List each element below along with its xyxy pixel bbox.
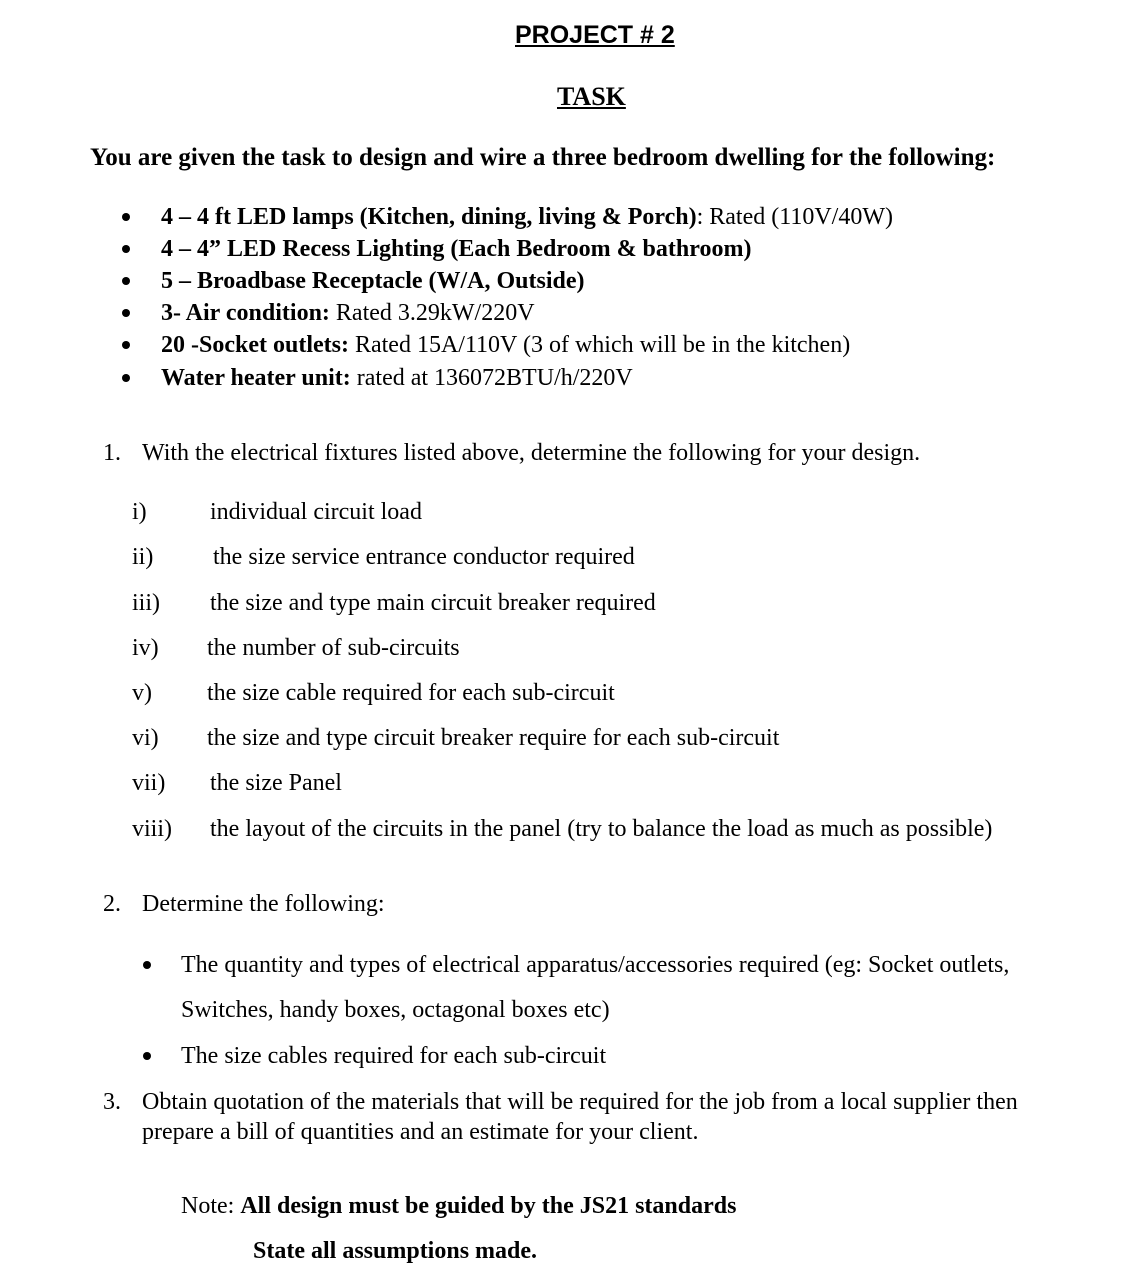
question-text: With the electrical fixtures listed above, determine the following for your design. (142, 440, 921, 466)
fixture-rating: : Rated (110V/40W) (696, 204, 893, 230)
fixture-rating: Rated 3.29kW/220V (329, 300, 535, 326)
bullet-text: The quantity and types of electrical apparatus/accessories required (eg: Socket outlets, (181, 952, 1010, 978)
bullet-icon (122, 245, 130, 253)
roman-numeral: vii) (132, 770, 166, 796)
roman-numeral: iii) (132, 590, 160, 616)
page-title: PROJECT # 2 (515, 21, 675, 49)
page-subtitle: TASK (557, 82, 626, 111)
subitem-text: the size cable required for each sub-circuit (207, 680, 615, 706)
bullet-icon (143, 1052, 151, 1060)
roman-numeral: viii) (132, 816, 172, 842)
note-text: All design must be guided by the JS21 standards (240, 1193, 737, 1219)
roman-numeral: v) (132, 680, 152, 706)
question-number: 2. (103, 891, 121, 917)
fixture-rating: Rated 15A/110V (3 of which will be in the kitchen) (348, 332, 851, 358)
fixture-name: 4 – 4 ft LED lamps (Kitchen, dining, living & Porch) (161, 204, 697, 230)
roman-numeral: iv) (132, 635, 159, 661)
fixture-name: 4 – 4” LED Recess Lighting (Each Bedroom & bathroom) (161, 236, 752, 262)
note-assumptions: State all assumptions made. (253, 1238, 538, 1264)
roman-numeral: vi) (132, 725, 159, 751)
subitem-text: the size Panel (210, 770, 342, 796)
subitem-text: individual circuit load (210, 499, 422, 525)
question-text-continued: prepare a bill of quantities and an estimate for your client. (142, 1119, 699, 1145)
note-label: Note: (181, 1193, 241, 1219)
bullet-icon (122, 341, 130, 349)
bullet-icon (143, 961, 151, 969)
fixture-name: 5 – Broadbase Receptacle (W/A, Outside) (161, 268, 585, 294)
subitem-text: the number of sub-circuits (207, 635, 460, 661)
subitem-text: the size and type circuit breaker require for each sub-circuit (207, 725, 780, 751)
subitem-text: the size service entrance conductor required (213, 544, 635, 570)
intro-text: You are given the task to design and wire a three bedroom dwelling for the following: (90, 144, 996, 171)
roman-numeral: ii) (132, 544, 154, 570)
question-text: Obtain quotation of the materials that will be required for the job from a local supplier then (142, 1089, 1018, 1115)
fixture-rating: rated at 136072BTU/h/220V (350, 365, 633, 391)
fixture-name: Water heater unit: (161, 365, 351, 391)
subitem-text: the size and type main circuit breaker required (210, 590, 656, 616)
question-number: 1. (103, 440, 121, 466)
question-text: Determine the following: (142, 891, 385, 917)
bullet-icon (122, 374, 130, 382)
roman-numeral: i) (132, 499, 147, 525)
bullet-icon (122, 277, 130, 285)
fixture-name: 3- Air condition: (161, 300, 330, 326)
bullet-icon (122, 213, 130, 221)
subitem-text: the layout of the circuits in the panel (try to balance the load as much as possible) (210, 816, 993, 842)
bullet-text-continued: Switches, handy boxes, octagonal boxes etc) (181, 997, 610, 1023)
fixture-name: 20 -Socket outlets: (161, 332, 349, 358)
question-number: 3. (103, 1089, 121, 1115)
bullet-text: The size cables required for each sub-circuit (181, 1043, 607, 1069)
bullet-icon (122, 309, 130, 317)
